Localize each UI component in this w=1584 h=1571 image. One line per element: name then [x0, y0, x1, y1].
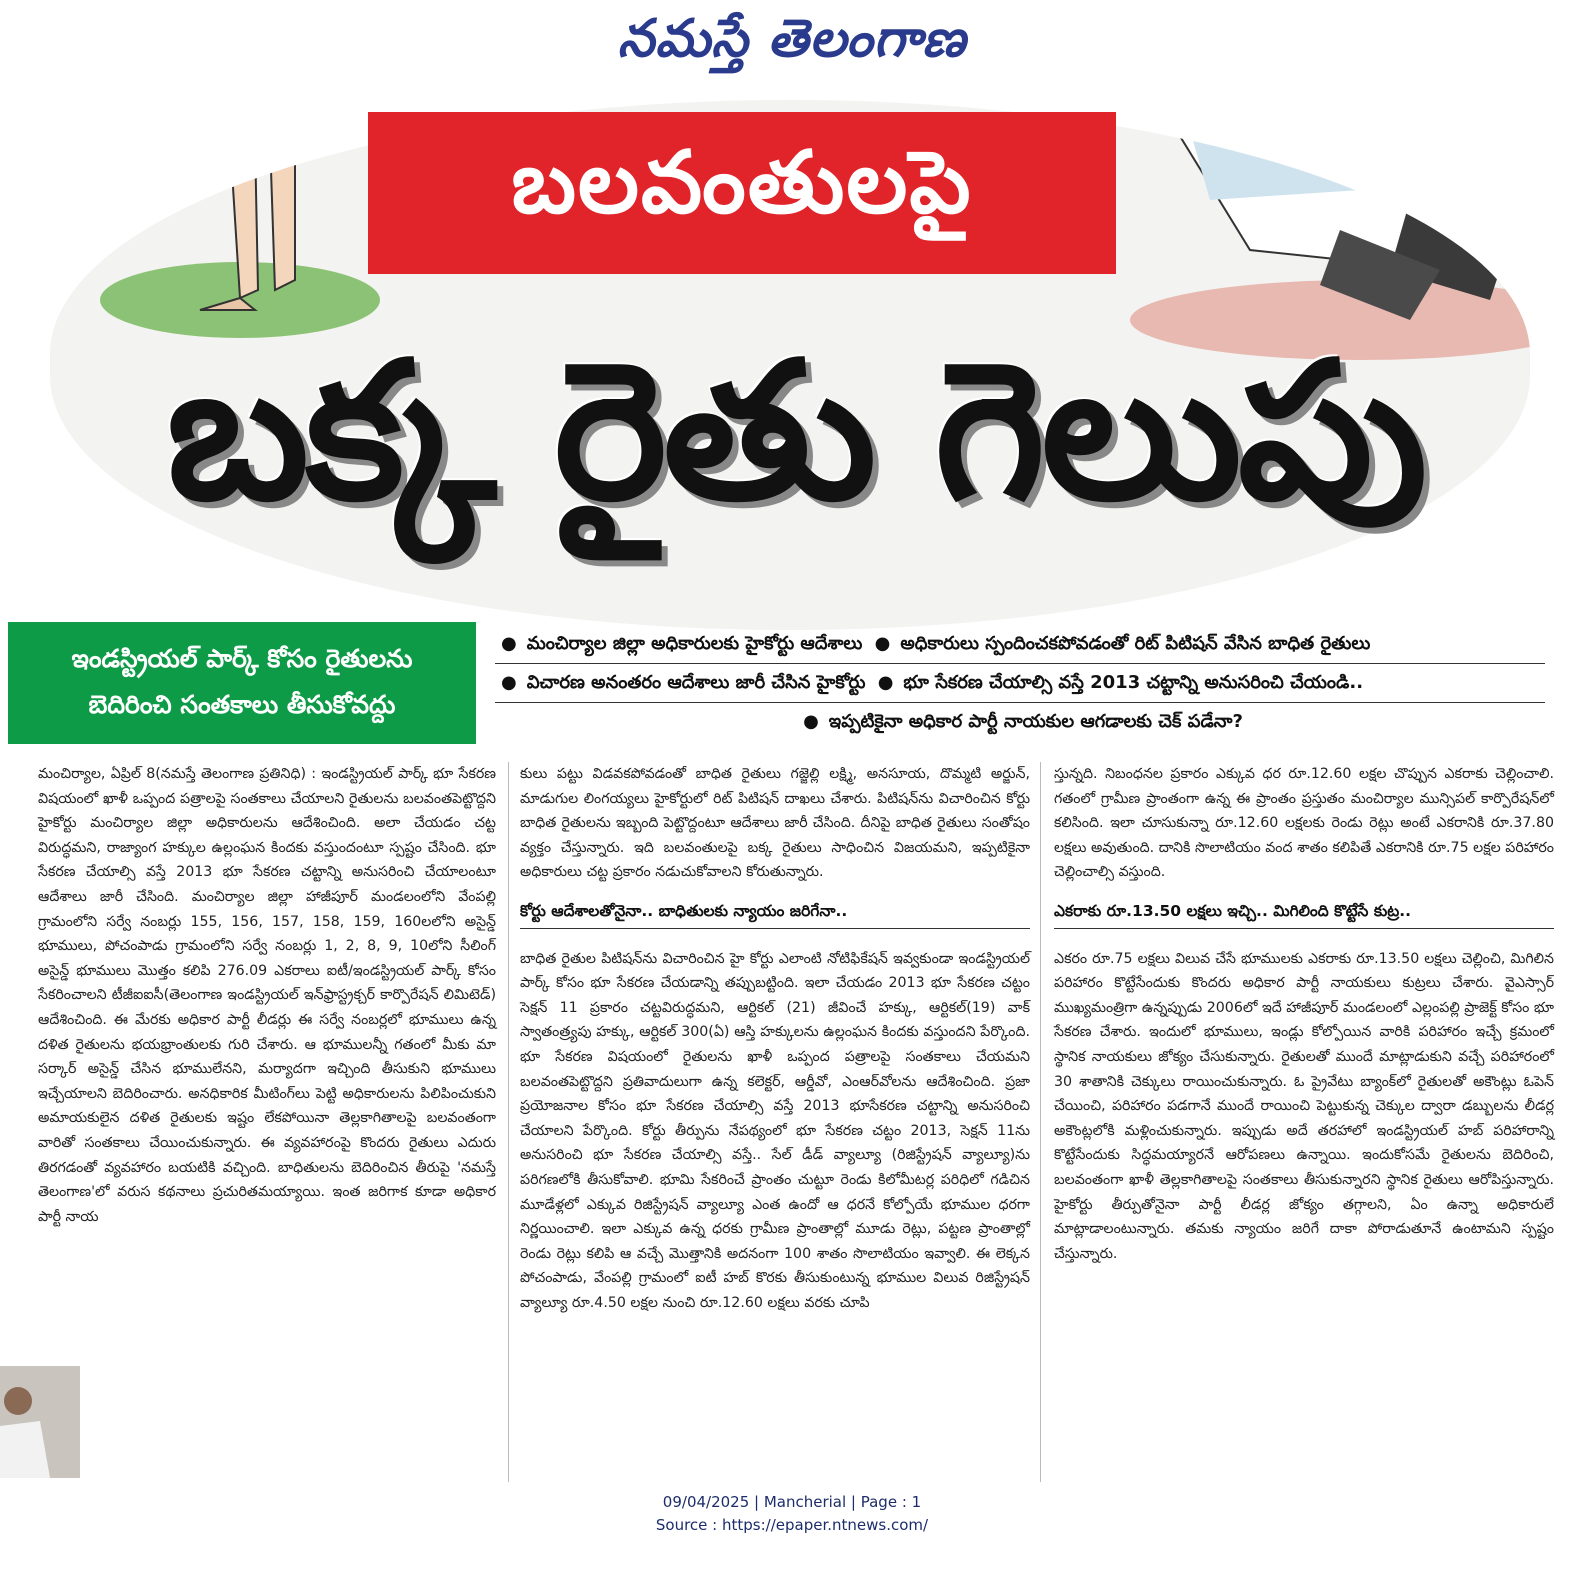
- article-column-2: [520, 762, 1030, 1315]
- column-divider: [1040, 762, 1041, 1482]
- bullet-dot-icon: ●: [501, 672, 517, 693]
- column-2-paragraph-2: బాధిత రైతుల పిటిషన్‌ను విచారించిన హై కోర్టు ఎలాంటి నోటిఫికేషన్ ఇవ్వకుండా ఇండస్ట్రియల్ పార్క్ కోసం భూ సేకరణ చేయడాన్ని తప్పుబట్టింది. ఇలా చేయడం 2013 భూ సేకరణ చట్టం సెక్షన్ 11 ప్రకారం చట్టవిరుద్ధమని, ఆర్టికల్ (21) జీవించే హక్కు, ఆర్టికల్(19) వాక్ స్వాతంత్ర్యపు హక్కు, ఆర్టికల్ 300(ఏ) ఆస్తి హక్కులను ఉల్లంఘన కిందకు వస్తుందని పేర్కొంది. భూ సేకరణ విషయంలో రైతులను ఖాళీ ఒప్పంద పత్రాలపై సంతకాలు చేయమని బలవంతపెట్టొద్దని ప్రతివాదులుగా ఉన్న కలెక్టర్, ఆర్డీవో, ఎంఆర్‌వోలను ఆదేశించింది. ప్రజా ప్రయోజనాల కోసం భూ సేకరణ చేయాల్సి వస్తే 2013 భూసేకరణ చట్టాన్ని అనుసరించి చేయాలని పేర్కొంది. కోర్టు తీర్పును నేపథ్యంలో భూ సేకరణ చట్టం 2013, సెక్షన్ 11ను అనుసరించి భూ సేకరణ చేయాల్సి వస్తే.. సేల్ డీడ్ వ్యాల్యూ (రిజిస్ట్రేషన్ వ్యాల్యూ)ను పరిగణలోకి తీసుకోవాలి. భూమి సేకరించే ప్రాంతం చుట్టూ రెండు కిలోమీటర్ల పరిధిలో గడిచిన మూడేళ్లలో ఎక్కువ రిజిస్ట్రేషన్ వ్యాల్యూ ఎంత ఉందో ఆ ధరనే కోల్పోయే భూముల ధరగా నిర్ణయించాలి. ఇలా ఎక్కువ ఉన్న ధరకు గ్రామీణ ప్రాంతాల్లో మూడు రెట్లు, పట్టణ ప్రాంతాల్లో రెండు రెట్లు కలిపి ఆ వచ్చే మొత్తానికి అదనంగా 100 శాతం సొలాటియం ఇవ్వాలి. ఈ లెక్కన పోచంపాడు, వేంపల్లి గ్రామంలో ఐటీ హబ్ కొరకు తీసుకుంటున్న భూముల విలువ రిజిస్ట్రేషన్ వ్యాల్యూ రూ.4.50 లక్షల నుంచి రూ.12.60 లక్షలు వరకు చూపి: [520, 950, 1030, 1311]
- kicker-headline: బలవంతులపై: [368, 112, 1116, 274]
- bullet-dot-icon: ●: [803, 711, 819, 732]
- bullet-dot-icon: ●: [501, 633, 517, 654]
- column-3-subheading: ఎకరాకు రూ.13.50 లక్షలు ఇచ్చి.. మిగిలింది కొట్టేసే కుట్ర..: [1054, 899, 1554, 929]
- green-subheadline-box: [8, 622, 476, 744]
- bullet-2: అధికారులు స్పందించకపోవడంతో రిట్ పిటిషన్ వేసిన బాధిత రైతులు: [900, 633, 1371, 654]
- article-column-1: [38, 762, 496, 1229]
- person-photo: [0, 1366, 80, 1478]
- bullet-1: మంచిర్యాల జిల్లా అధికారులకు హైకోర్టు ఆదేశాలు: [526, 633, 863, 654]
- farmer-feet-illustration: [90, 140, 410, 350]
- main-headline: బక్క రైతు గెలుపు: [166, 321, 1424, 542]
- footer-source-link[interactable]: Source : https://epaper.ntnews.com/: [655, 1516, 929, 1534]
- bullet-row-3: [495, 703, 1545, 741]
- green-box-line-2: బెదిరించి సంతకాలు తీసుకోవద్దు: [88, 690, 396, 719]
- bullet-dot-icon: ●: [874, 633, 891, 654]
- bullet-5: ఇప్పటికైనా అధికార పార్టీ నాయకుల ఆగడాలకు చెక్ పడేనా?: [828, 711, 1243, 732]
- masthead-title: నమస్తే తెలంగాణ: [617, 8, 967, 69]
- bullet-dot-icon: ●: [877, 672, 894, 693]
- column-2-paragraph-1: కులు పట్టు విడవకపోవడంతో బాధిత రైతులు గజ్జెల్లి లక్ష్మి, అనసూయ, దొమ్మటి అర్జున్, మాడుగుల లింగయ్యలు హైకోర్టులో రిట్ పిటిషన్ దాఖలు చేశారు. పిటిషన్‌ను విచారించిన కోర్టు బాధిత రైతులను ఇబ్బంది పెట్టొద్దంటూ ఆదేశాలు జారీ చేసింది. దీనిపై బాధిత రైతులు సంతోషం వ్యక్తం చేస్తున్నారు. ఇది బలవంతులపై బక్క రైతులు సాధించిన విజయమని, ఇప్పటికైనా అధికారులు చట్ట ప్రకారం నడుచుకోవాలని కోరుతున్నారు.: [520, 766, 1030, 881]
- bullet-3: విచారణ అనంతరం ఆదేశాలు జారీ చేసిన హైకోర్టు: [526, 672, 866, 693]
- column-2-subheading: కోర్టు ఆదేశాలతోనైనా.. బాధితులకు న్యాయం జరిగేనా..: [520, 899, 1030, 929]
- column-3-paragraph-2: ఎకరం రూ.75 లక్షలు విలువ చేసే భూములకు ఎకరాకు రూ.13.50 లక్షలు చెల్లించి, మిగిలిన పరిహారం కొట్టేసేందుకు కొందరు అధికార పార్టీ నాయకులు కుట్రలు చేశారు. వైఎస్సార్ ముఖ్యమంత్రిగా ఉన్నప్పుడు 2006లో ఇదే హాజీపూర్ మండలంలో ఎల్లంపల్లి ప్రాజెక్ట్ కోసం భూ సేకరణ చేశారు. ఇందులో భూములు, ఇండ్లు కోల్పోయిన వారికి పరిహారం ఇచ్చే క్రమంలో స్థానిక నాయకులు జోక్యం చేసుకున్నారు. రైతులతో ముందే మాట్లాడుకుని వచ్చే పరిహారంలో 30 శాతానికి చెక్కులు రాయించుకున్నారు. ఓ ప్రైవేటు బ్యాంక్‌లో రైతులతో అకౌంట్లు ఓపెన్ చేయించి, పరిహారం పడగానే ముందే రాయించి పెట్టుకున్న చెక్కుల ద్వారా డబ్బులను లీడర్ల అకౌంట్లలోకి మళ్లించుకున్నారు. ఇప్పుడు అదే తరహాలో ఇండస్ట్రియల్ హబ్ పరిహారాన్ని కొట్టేసేందుకు సిద్ధమయ్యారనే ఆరోపణలు ఉన్నాయి. ఇందుకోసమే రైతులను బెదిరించి, బలవంతంగా ఖాళీ తెల్లకాగితాలపై సంతకాలు తీసుకున్నారని స్థానిక రైతులు ఆరోపిస్తున్నారు. హైకోర్టు తీర్పుతోనైనా పార్టీ లీడర్ల జోక్యం తగ్గాలని, ఏం ఉన్నా అధికారులే మాట్లాడాలంటున్నారు. తమకు న్యాయం జరిగే దాకా పోరాడుతూనే ఉంటామని స్పష్టం చేస్తున్నారు.: [1054, 950, 1554, 1262]
- green-box-line-1: ఇండస్ట్రియల్ పార్క్ కోసం రైతులను: [71, 644, 413, 673]
- column-1-text: మంచిర్యాల, ఏప్రిల్ 8(నమస్తే తెలంగాణ ప్రతినిధి) : ఇండస్ట్రియల్ పార్క్ భూ సేకరణ విషయంలో ఖాళీ ఒప్పంద పత్రాలపై సంతకాలు చేయాలని రైతులను బలవంతపెట్టొద్దని హైకోర్టు మంచిర్యాల జిల్లా అధికారులను ఆదేశించింది. అలా చేయడం చట్ట విరుద్ధమని, రాజ్యాంగ హక్కుల ఉల్లంఘన కిందకు వస్తుందంటూ స్పష్టం చేసింది. భూ సేకరణ చేయాల్సి వస్తే 2013 భూ సేకరణ చట్టాన్ని అనుసరించి చేయాలంటూ ఆదేశాలు జారీ చేసింది. మంచిర్యాల జిల్లా హాజీపూర్ మండలంలోని వేంపల్లి గ్రామంలోని సర్వే నంబర్లు 155, 156, 157, 158, 159, 160లలోని అసైన్డ్ భూములు, పోచంపాడు గ్రామంలోని సర్వే నంబర్లు 1, 2, 8, 9, 10లోని సీలింగ్ అసైన్డ్ భూములు మొత్తం కలిపి 276.09 ఎకరాలు ఐటీ/ఇండస్ట్రియల్ పార్క్ కోసం సేకరించాలని టీజీఐఐసీ(తెలంగాణ ఇండస్ట్రియల్ ఇన్‌ఫ్రాస్ట్రక్చర్ కార్పొరేషన్ లిమిటెడ్) ఆదేశించింది. ఈ మేరకు అధికార పార్టీ లీడర్లు ఈ సర్వే నంబర్లలో భూములు ఉన్న దళిత రైతులను భయభ్రాంతులకు గురి చేశారు. ఆ భూములన్నీ గతంలో మీకు మా సర్కార్ అసైన్డ్ చేసిన భూములేనని, మర్యాదగా ఇచ్చింది తీసుకుని భూములు ఇచ్చేయాలని బెదిరించారు. అనధికారిక మీటింగ్‌లు పెట్టి అధికారులను పిలిపించుకుని అమాయకులైన దళిత రైతులకు ఇష్టం లేకపోయినా తెల్లకాగితాలపై బలవంతంగా వారితో సంతకాలు చేయించుకున్నారు. ఈ వ్యవహారంపై కొందరు రైతులు ఎదురు తిరగడంతో వ్యవహారం బయటికి వచ్చింది. బాధితులను బెదిరించిన తీరుపై 'నమస్తే తెలంగాణ'లో వరుస కథనాలు ప్రచురితమయ్యాయి. ఇంత జరిగాక కూడా అధికార పార్టీ నాయ: [38, 766, 496, 1225]
- column-3-paragraph-1: స్తున్నది. నిబంధనల ప్రకారం ఎక్కువ ధర రూ.12.60 లక్షల చొప్పున ఎకరాకు చెల్లించాలి. గతంలో గ్రామీణ ప్రాంతంగా ఉన్న ఈ ప్రాంతం ప్రస్తుతం మంచిర్యాల మున్సిపల్ కార్పొరేషన్‌లో కలిసింది. ఇలా చూసుకున్నా రూ.12.60 లక్షలకు రెండు రెట్లు అంటే ఎకరానికి రూ.37.80 లక్షలు అవుతుంది. దానికి సొలాటియం వంద శాతం కలిపితే ఎకరానికి రూ.75 లక్షల పరిహారం చెల్లించాల్సి వస్తుంది.: [1054, 766, 1554, 881]
- bullet-4: భూ సేకరణ చేయాల్సి వస్తే 2013 చట్టాన్ని అనుసరించి చేయండి..: [903, 672, 1364, 693]
- highlight-bullets: [495, 625, 1545, 741]
- footer-dateline: 09/04/2025 | Mancherial | Page : 1: [662, 1493, 922, 1511]
- article-column-3: [1054, 762, 1554, 1266]
- column-divider: [508, 762, 509, 1482]
- bullet-row-1: [495, 625, 1545, 664]
- bullet-row-2: [495, 664, 1545, 703]
